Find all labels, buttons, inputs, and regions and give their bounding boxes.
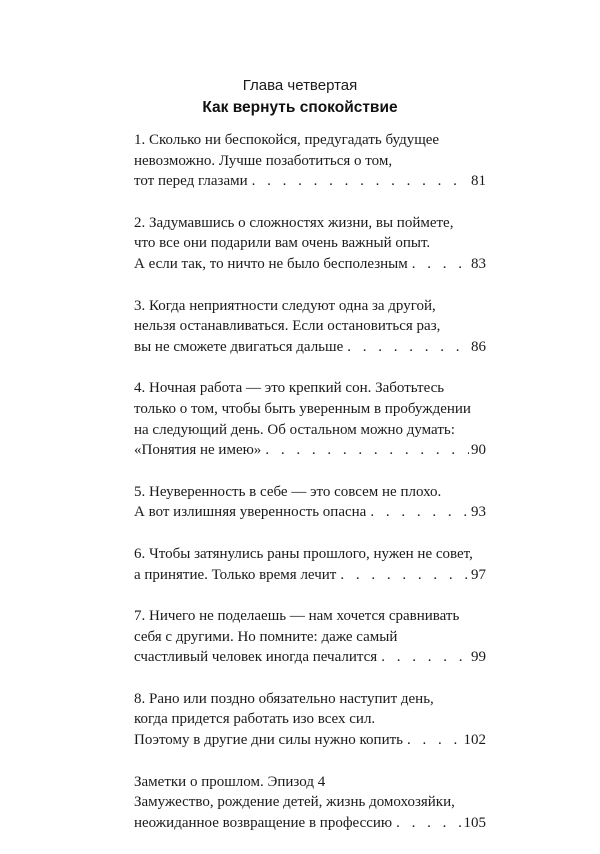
toc-entry-line: 6. Чтобы затянулись раны прошлого, нужен не совет, <box>134 545 473 562</box>
dot-leader <box>265 440 469 461</box>
toc-entry-line: Замужество, рождение детей, жизнь домохозяйки, <box>134 794 455 811</box>
page-number: 93 <box>471 504 486 521</box>
toc-entry-line: только о том, чтобы быть уверенным в пробуждении <box>134 400 471 417</box>
toc-entry-line: А если так, то ничто не было бесполезным <box>134 255 408 272</box>
page-number: 105 <box>463 814 486 831</box>
toc-entry-line: нельзя останавливаться. Если остановиться раз, <box>134 318 441 335</box>
dot-leader <box>347 337 469 358</box>
dot-leader <box>407 730 461 751</box>
toc-entry-line: 8. Рано или поздно обязательно наступит день, <box>134 690 434 707</box>
toc-entry-line: что все они подарили вам очень важный опыт. <box>134 235 431 252</box>
chapter-title: Как вернуть спокойствие <box>202 99 398 116</box>
toc-entry-line: «Понятия не имею» <box>134 442 262 459</box>
dot-leader <box>412 254 469 275</box>
toc-entry-6[interactable] <box>134 544 486 585</box>
toc-entry-line: 7. Ничего не поделаешь — нам хочется сравнивать <box>134 608 460 625</box>
toc-entry-line: Поэтому в другие дни силы нужно копить <box>134 732 404 749</box>
page-number: 83 <box>471 255 486 272</box>
toc-entry-line: 5. Неуверенность в себе — это совсем не плохо. <box>134 483 442 500</box>
toc-entry-line: счастливый человек иногда печалится <box>134 649 378 666</box>
page-number: 97 <box>471 566 486 583</box>
page-number: 99 <box>471 649 486 666</box>
toc-entry-line: 1. Сколько ни беспокойся, предугадать будущее <box>134 132 440 148</box>
toc-entry-line: Заметки о прошлом. Эпизод 4 <box>134 773 326 790</box>
dot-leader <box>370 502 469 523</box>
chapter-label: Глава четвертая <box>242 77 358 94</box>
toc-entry-4[interactable] <box>134 378 486 460</box>
dot-leader <box>381 647 469 668</box>
toc-entry-line: неожиданное возвращение в профессию <box>134 814 393 831</box>
toc-entry-2[interactable] <box>134 213 486 275</box>
toc-entry-line: А вот излишняя уверенность опасна <box>134 504 367 521</box>
toc-entry-line: невозможно. Лучше позаботиться о том, <box>134 152 393 169</box>
page-number: 90 <box>471 442 486 459</box>
toc-entry-line: когда придется работать изо всех сил. <box>134 711 376 728</box>
table-of-contents <box>134 130 486 854</box>
toc-entry-notes[interactable] <box>134 772 486 834</box>
toc-entry-line: а принятие. Только время лечит <box>134 566 337 583</box>
page-number: 102 <box>463 732 486 749</box>
toc-entry-line: 4. Ночная работа — это крепкий сон. Заботьтесь <box>134 380 445 397</box>
toc-entry-7[interactable] <box>134 606 486 668</box>
toc-entry-line: вы не сможете двигаться дальше <box>134 338 344 355</box>
toc-entry-line: 3. Когда неприятности следуют одна за другой, <box>134 297 436 314</box>
toc-entry-8[interactable] <box>134 689 486 751</box>
toc-entry-5[interactable] <box>134 482 486 523</box>
page-number: 81 <box>471 173 486 190</box>
dot-leader <box>252 171 469 192</box>
dot-leader <box>396 813 461 834</box>
dot-leader <box>340 565 469 586</box>
toc-entry-line: на следующий день. Об остальном можно думать: <box>134 421 455 438</box>
toc-entry-1[interactable] <box>134 130 486 192</box>
toc-entry-line: 2. Задумавшись о сложностях жизни, вы поймете, <box>134 214 454 231</box>
toc-entry-line: тот перед глазами <box>134 173 248 190</box>
toc-entry-3[interactable] <box>134 296 486 358</box>
toc-entry-line: себя с другими. Но помните: даже самый <box>134 628 398 645</box>
page-number: 86 <box>471 338 486 355</box>
